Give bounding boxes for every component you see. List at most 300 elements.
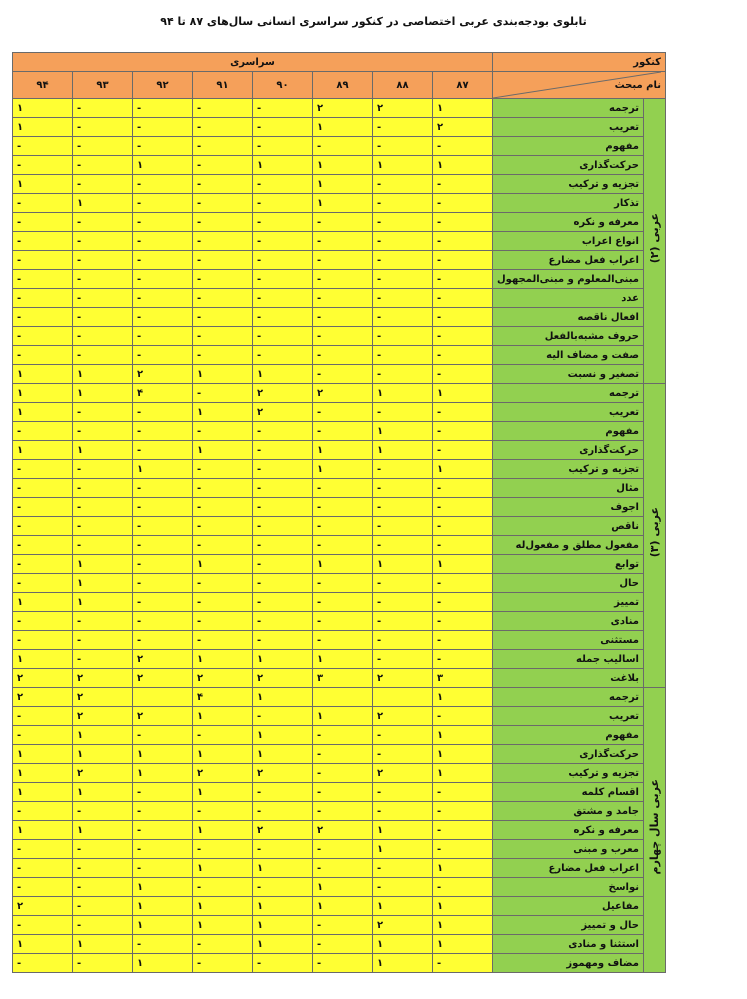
- value-cell: -: [13, 707, 73, 726]
- value-cell: -: [373, 137, 433, 156]
- value-cell: ۱: [373, 897, 433, 916]
- value-cell: -: [433, 707, 493, 726]
- konkur-header: کنکور: [493, 53, 666, 72]
- value-cell: ۲: [253, 821, 313, 840]
- value-cell: -: [193, 536, 253, 555]
- value-cell: -: [313, 859, 373, 878]
- value-cell: -: [133, 783, 193, 802]
- value-cell: ۱: [193, 916, 253, 935]
- value-cell: -: [73, 954, 133, 973]
- topic-cell: اعراب فعل مضارع: [493, 859, 644, 878]
- value-cell: -: [253, 878, 313, 897]
- value-cell: -: [193, 593, 253, 612]
- value-cell: ۱: [13, 764, 73, 783]
- value-cell: ۱: [313, 460, 373, 479]
- value-cell: ۱: [73, 593, 133, 612]
- value-cell: -: [193, 498, 253, 517]
- value-cell: -: [73, 137, 133, 156]
- value-cell: -: [193, 346, 253, 365]
- table-row: [13, 346, 666, 365]
- value-cell: ۱: [313, 555, 373, 574]
- value-cell: ۱: [13, 365, 73, 384]
- value-cell: -: [13, 308, 73, 327]
- value-cell: ۱: [13, 935, 73, 954]
- year-header: ۸۷: [433, 72, 493, 99]
- value-cell: ۱: [133, 764, 193, 783]
- value-cell: -: [13, 536, 73, 555]
- value-cell: ۱: [313, 650, 373, 669]
- topic-cell: اقسام کلمه: [493, 783, 644, 802]
- value-cell: ۲: [13, 897, 73, 916]
- table-row: [13, 384, 666, 403]
- value-cell: -: [73, 346, 133, 365]
- value-cell: -: [133, 403, 193, 422]
- topic-cell: عدد: [493, 289, 644, 308]
- value-cell: ۱: [373, 840, 433, 859]
- value-cell: ۱: [13, 403, 73, 422]
- value-cell: -: [13, 916, 73, 935]
- topic-cell: نواسخ: [493, 878, 644, 897]
- value-cell: ۱: [253, 156, 313, 175]
- table-row: [13, 308, 666, 327]
- value-cell: -: [73, 213, 133, 232]
- value-cell: -: [193, 232, 253, 251]
- value-cell: -: [13, 574, 73, 593]
- value-cell: -: [193, 631, 253, 650]
- table-row: [13, 175, 666, 194]
- topic-cell: مثال: [493, 479, 644, 498]
- value-cell: ۱: [133, 156, 193, 175]
- topic-cell: اجوف: [493, 498, 644, 517]
- value-cell: -: [133, 802, 193, 821]
- value-cell: -: [373, 802, 433, 821]
- value-cell: -: [253, 574, 313, 593]
- value-cell: ۱: [73, 555, 133, 574]
- value-cell: -: [133, 935, 193, 954]
- value-cell: -: [133, 517, 193, 536]
- value-cell: ۱: [73, 821, 133, 840]
- value-cell: ۱: [73, 441, 133, 460]
- table-row: [13, 631, 666, 650]
- topic-cell: تصغیر و نسبت: [493, 365, 644, 384]
- value-cell: -: [73, 517, 133, 536]
- table-row: [13, 840, 666, 859]
- value-cell: -: [253, 251, 313, 270]
- topic-cell: تعریب: [493, 118, 644, 137]
- value-cell: ۱: [253, 859, 313, 878]
- value-cell: -: [133, 498, 193, 517]
- value-cell: -: [253, 99, 313, 118]
- value-cell: ۲: [373, 916, 433, 935]
- value-cell: ۱: [313, 441, 373, 460]
- value-cell: ۱: [253, 688, 313, 707]
- value-cell: -: [433, 194, 493, 213]
- value-cell: -: [133, 631, 193, 650]
- year-header: ۸۸: [373, 72, 433, 99]
- table-row: [13, 536, 666, 555]
- value-cell: -: [133, 308, 193, 327]
- value-cell: -: [73, 156, 133, 175]
- value-cell: ۱: [433, 555, 493, 574]
- value-cell: -: [193, 118, 253, 137]
- topic-cell: مفهوم: [493, 422, 644, 441]
- sarasari-header: سراسری: [13, 53, 493, 72]
- value-cell: ۱: [253, 745, 313, 764]
- value-cell: ۱: [433, 688, 493, 707]
- value-cell: -: [373, 175, 433, 194]
- value-cell: ۱: [433, 384, 493, 403]
- value-cell: -: [313, 574, 373, 593]
- value-cell: -: [193, 137, 253, 156]
- value-cell: ۱: [433, 897, 493, 916]
- value-cell: -: [373, 289, 433, 308]
- value-cell: -: [133, 118, 193, 137]
- table-row: [13, 802, 666, 821]
- value-cell: -: [373, 365, 433, 384]
- value-cell: ۱: [193, 441, 253, 460]
- value-cell: ۱: [313, 707, 373, 726]
- value-cell: -: [13, 726, 73, 745]
- value-cell: ۲: [373, 669, 433, 688]
- table-row: [13, 194, 666, 213]
- value-cell: -: [433, 574, 493, 593]
- value-cell: -: [253, 118, 313, 137]
- year-header: ۹۱: [193, 72, 253, 99]
- table-row: [13, 327, 666, 346]
- value-cell: -: [13, 194, 73, 213]
- value-cell: -: [193, 479, 253, 498]
- value-cell: ۲: [433, 118, 493, 137]
- table-row: [13, 479, 666, 498]
- value-cell: -: [373, 498, 433, 517]
- value-cell: -: [253, 422, 313, 441]
- value-cell: -: [253, 555, 313, 574]
- value-cell: -: [193, 422, 253, 441]
- value-cell: ۱: [13, 821, 73, 840]
- value-cell: -: [433, 498, 493, 517]
- value-cell: ۱: [193, 403, 253, 422]
- group-cell: [643, 384, 665, 688]
- value-cell: -: [313, 251, 373, 270]
- value-cell: -: [433, 175, 493, 194]
- value-cell: -: [193, 954, 253, 973]
- value-cell: -: [133, 194, 193, 213]
- value-cell: -: [313, 403, 373, 422]
- value-cell: ۴: [133, 384, 193, 403]
- value-cell: -: [13, 878, 73, 897]
- value-cell: ۲: [133, 365, 193, 384]
- value-cell: ۱: [13, 650, 73, 669]
- value-cell: ۱: [193, 783, 253, 802]
- value-cell: ۱: [313, 194, 373, 213]
- value-cell: -: [13, 859, 73, 878]
- value-cell: -: [73, 878, 133, 897]
- value-cell: -: [433, 612, 493, 631]
- topic-header-cell: [493, 72, 666, 99]
- value-cell: -: [13, 631, 73, 650]
- table-row: [13, 669, 666, 688]
- value-cell: -: [13, 498, 73, 517]
- year-header: ۹۲: [133, 72, 193, 99]
- value-cell: -: [73, 802, 133, 821]
- value-cell: -: [373, 631, 433, 650]
- table-row: [13, 916, 666, 935]
- value-cell: -: [13, 555, 73, 574]
- value-cell: ۱: [13, 175, 73, 194]
- topic-cell: استثنا و منادی: [493, 935, 644, 954]
- topic-cell: اسالیب جمله: [493, 650, 644, 669]
- value-cell: ۱: [373, 384, 433, 403]
- value-cell: -: [193, 517, 253, 536]
- value-cell: -: [193, 251, 253, 270]
- topic-cell: تجزیه و ترکیب: [493, 764, 644, 783]
- value-cell: -: [13, 460, 73, 479]
- value-cell: -: [73, 897, 133, 916]
- value-cell: ۲: [313, 384, 373, 403]
- value-cell: -: [313, 213, 373, 232]
- value-cell: -: [313, 593, 373, 612]
- topic-cell: افعال ناقصه: [493, 308, 644, 327]
- value-cell: -: [373, 536, 433, 555]
- value-cell: -: [73, 270, 133, 289]
- value-cell: -: [253, 612, 313, 631]
- value-cell: ۱: [133, 954, 193, 973]
- value-cell: -: [73, 175, 133, 194]
- topic-header: نام مبحث: [614, 80, 661, 91]
- value-cell: ۱: [133, 745, 193, 764]
- topic-cell: مفاعیل: [493, 897, 644, 916]
- table-row: [13, 593, 666, 612]
- value-cell: -: [253, 213, 313, 232]
- value-cell: ۲: [193, 764, 253, 783]
- value-cell: ۲: [133, 650, 193, 669]
- value-cell: -: [13, 289, 73, 308]
- topic-cell: تعریب: [493, 403, 644, 422]
- value-cell: -: [193, 384, 253, 403]
- value-cell: -: [373, 726, 433, 745]
- topic-cell: تجزیه و ترکیب: [493, 460, 644, 479]
- table-row: [13, 251, 666, 270]
- value-cell: -: [133, 289, 193, 308]
- value-cell: -: [433, 232, 493, 251]
- value-cell: ۱: [193, 707, 253, 726]
- value-cell: -: [433, 517, 493, 536]
- topic-cell: منادی: [493, 612, 644, 631]
- value-cell: [313, 688, 373, 707]
- value-cell: ۱: [133, 460, 193, 479]
- topic-cell: مستثنی: [493, 631, 644, 650]
- value-cell: -: [433, 327, 493, 346]
- value-cell: -: [13, 517, 73, 536]
- value-cell: ۲: [373, 764, 433, 783]
- value-cell: -: [313, 726, 373, 745]
- year-header: ۹۴: [13, 72, 73, 99]
- value-cell: -: [373, 251, 433, 270]
- value-cell: -: [313, 745, 373, 764]
- value-cell: -: [13, 802, 73, 821]
- value-cell: ۱: [73, 783, 133, 802]
- value-cell: ۱: [373, 156, 433, 175]
- table-row: [13, 745, 666, 764]
- value-cell: -: [373, 232, 433, 251]
- value-cell: -: [73, 403, 133, 422]
- value-cell: -: [373, 346, 433, 365]
- value-cell: ۱: [133, 897, 193, 916]
- value-cell: -: [253, 954, 313, 973]
- value-cell: -: [133, 479, 193, 498]
- value-cell: -: [373, 612, 433, 631]
- topic-cell: ترجمه: [493, 688, 644, 707]
- value-cell: -: [193, 289, 253, 308]
- year-header: ۸۹: [313, 72, 373, 99]
- value-cell: -: [373, 460, 433, 479]
- value-cell: -: [133, 137, 193, 156]
- value-cell: -: [133, 346, 193, 365]
- value-cell: ۲: [13, 688, 73, 707]
- table-row: [13, 232, 666, 251]
- value-cell: ۱: [433, 726, 493, 745]
- value-cell: -: [253, 707, 313, 726]
- value-cell: ۱: [373, 441, 433, 460]
- group-label: عربی سال چهارم: [647, 779, 661, 875]
- value-cell: -: [73, 99, 133, 118]
- value-cell: -: [373, 593, 433, 612]
- value-cell: -: [373, 517, 433, 536]
- value-cell: -: [193, 802, 253, 821]
- value-cell: -: [193, 270, 253, 289]
- value-cell: -: [433, 821, 493, 840]
- value-cell: ۱: [373, 935, 433, 954]
- value-cell: ۱: [13, 118, 73, 137]
- value-cell: -: [433, 422, 493, 441]
- topic-cell: مضاف ومهموز: [493, 954, 644, 973]
- budget-table: [12, 52, 666, 973]
- table-row: [13, 498, 666, 517]
- table-row: [13, 574, 666, 593]
- value-cell: -: [373, 479, 433, 498]
- value-cell: ۱: [13, 99, 73, 118]
- topic-cell: حرکت‌گذاری: [493, 441, 644, 460]
- topic-cell: ناقص: [493, 517, 644, 536]
- value-cell: -: [253, 593, 313, 612]
- table-row: [13, 441, 666, 460]
- group-label: عربی (۳): [647, 507, 661, 558]
- value-cell: ۱: [193, 555, 253, 574]
- value-cell: -: [73, 612, 133, 631]
- value-cell: ۱: [193, 745, 253, 764]
- value-cell: [133, 688, 193, 707]
- topic-cell: حرکت‌گذاری: [493, 156, 644, 175]
- value-cell: -: [253, 270, 313, 289]
- topic-cell: ترجمه: [493, 99, 644, 118]
- topic-cell: حروف مشبه‌بالفعل: [493, 327, 644, 346]
- value-cell: -: [313, 289, 373, 308]
- value-cell: -: [73, 536, 133, 555]
- value-cell: -: [253, 441, 313, 460]
- value-cell: -: [193, 612, 253, 631]
- table-row: [13, 460, 666, 479]
- value-cell: ۱: [313, 118, 373, 137]
- value-cell: -: [433, 479, 493, 498]
- value-cell: -: [433, 954, 493, 973]
- value-cell: -: [433, 650, 493, 669]
- value-cell: ۱: [253, 650, 313, 669]
- value-cell: -: [193, 840, 253, 859]
- value-cell: -: [193, 194, 253, 213]
- value-cell: ۱: [193, 650, 253, 669]
- value-cell: -: [433, 802, 493, 821]
- value-cell: -: [253, 498, 313, 517]
- value-cell: -: [373, 859, 433, 878]
- value-cell: -: [373, 327, 433, 346]
- value-cell: -: [433, 403, 493, 422]
- table-row: [13, 118, 666, 137]
- table-row: [13, 707, 666, 726]
- topic-cell: مفهوم: [493, 726, 644, 745]
- value-cell: -: [193, 878, 253, 897]
- value-cell: -: [313, 365, 373, 384]
- value-cell: -: [313, 479, 373, 498]
- value-cell: ۱: [73, 574, 133, 593]
- header-row-1: [13, 53, 666, 72]
- value-cell: ۱: [193, 821, 253, 840]
- value-cell: -: [193, 726, 253, 745]
- topic-cell: بلاغت: [493, 669, 644, 688]
- value-cell: -: [433, 213, 493, 232]
- value-cell: -: [13, 479, 73, 498]
- value-cell: -: [313, 612, 373, 631]
- value-cell: -: [73, 840, 133, 859]
- table-row: [13, 365, 666, 384]
- value-cell: ۲: [133, 669, 193, 688]
- value-cell: ۲: [373, 707, 433, 726]
- value-cell: -: [133, 536, 193, 555]
- value-cell: -: [193, 308, 253, 327]
- value-cell: -: [313, 232, 373, 251]
- value-cell: -: [73, 859, 133, 878]
- value-cell: -: [193, 574, 253, 593]
- value-cell: -: [133, 555, 193, 574]
- value-cell: -: [133, 232, 193, 251]
- value-cell: ۱: [73, 365, 133, 384]
- table-row: [13, 270, 666, 289]
- value-cell: -: [13, 327, 73, 346]
- value-cell: ۱: [253, 935, 313, 954]
- value-cell: -: [133, 422, 193, 441]
- value-cell: -: [433, 536, 493, 555]
- value-cell: -: [373, 650, 433, 669]
- value-cell: -: [73, 916, 133, 935]
- value-cell: -: [253, 840, 313, 859]
- year-header: ۹۰: [253, 72, 313, 99]
- value-cell: -: [133, 593, 193, 612]
- value-cell: -: [313, 802, 373, 821]
- value-cell: -: [73, 650, 133, 669]
- topic-cell: صفت و مضاف الیه: [493, 346, 644, 365]
- value-cell: -: [253, 137, 313, 156]
- page-title: تابلوی بودجه‌بندی عربی اختصاصی در کنکور سراسری انسانی سال‌های ۸۷ تا ۹۴: [160, 15, 587, 28]
- value-cell: -: [433, 308, 493, 327]
- value-cell: -: [433, 783, 493, 802]
- value-cell: ۱: [13, 593, 73, 612]
- value-cell: ۱: [133, 878, 193, 897]
- diagonal-divider: [493, 72, 661, 98]
- value-cell: -: [133, 840, 193, 859]
- value-cell: -: [133, 574, 193, 593]
- value-cell: -: [313, 916, 373, 935]
- value-cell: -: [253, 327, 313, 346]
- value-cell: -: [253, 194, 313, 213]
